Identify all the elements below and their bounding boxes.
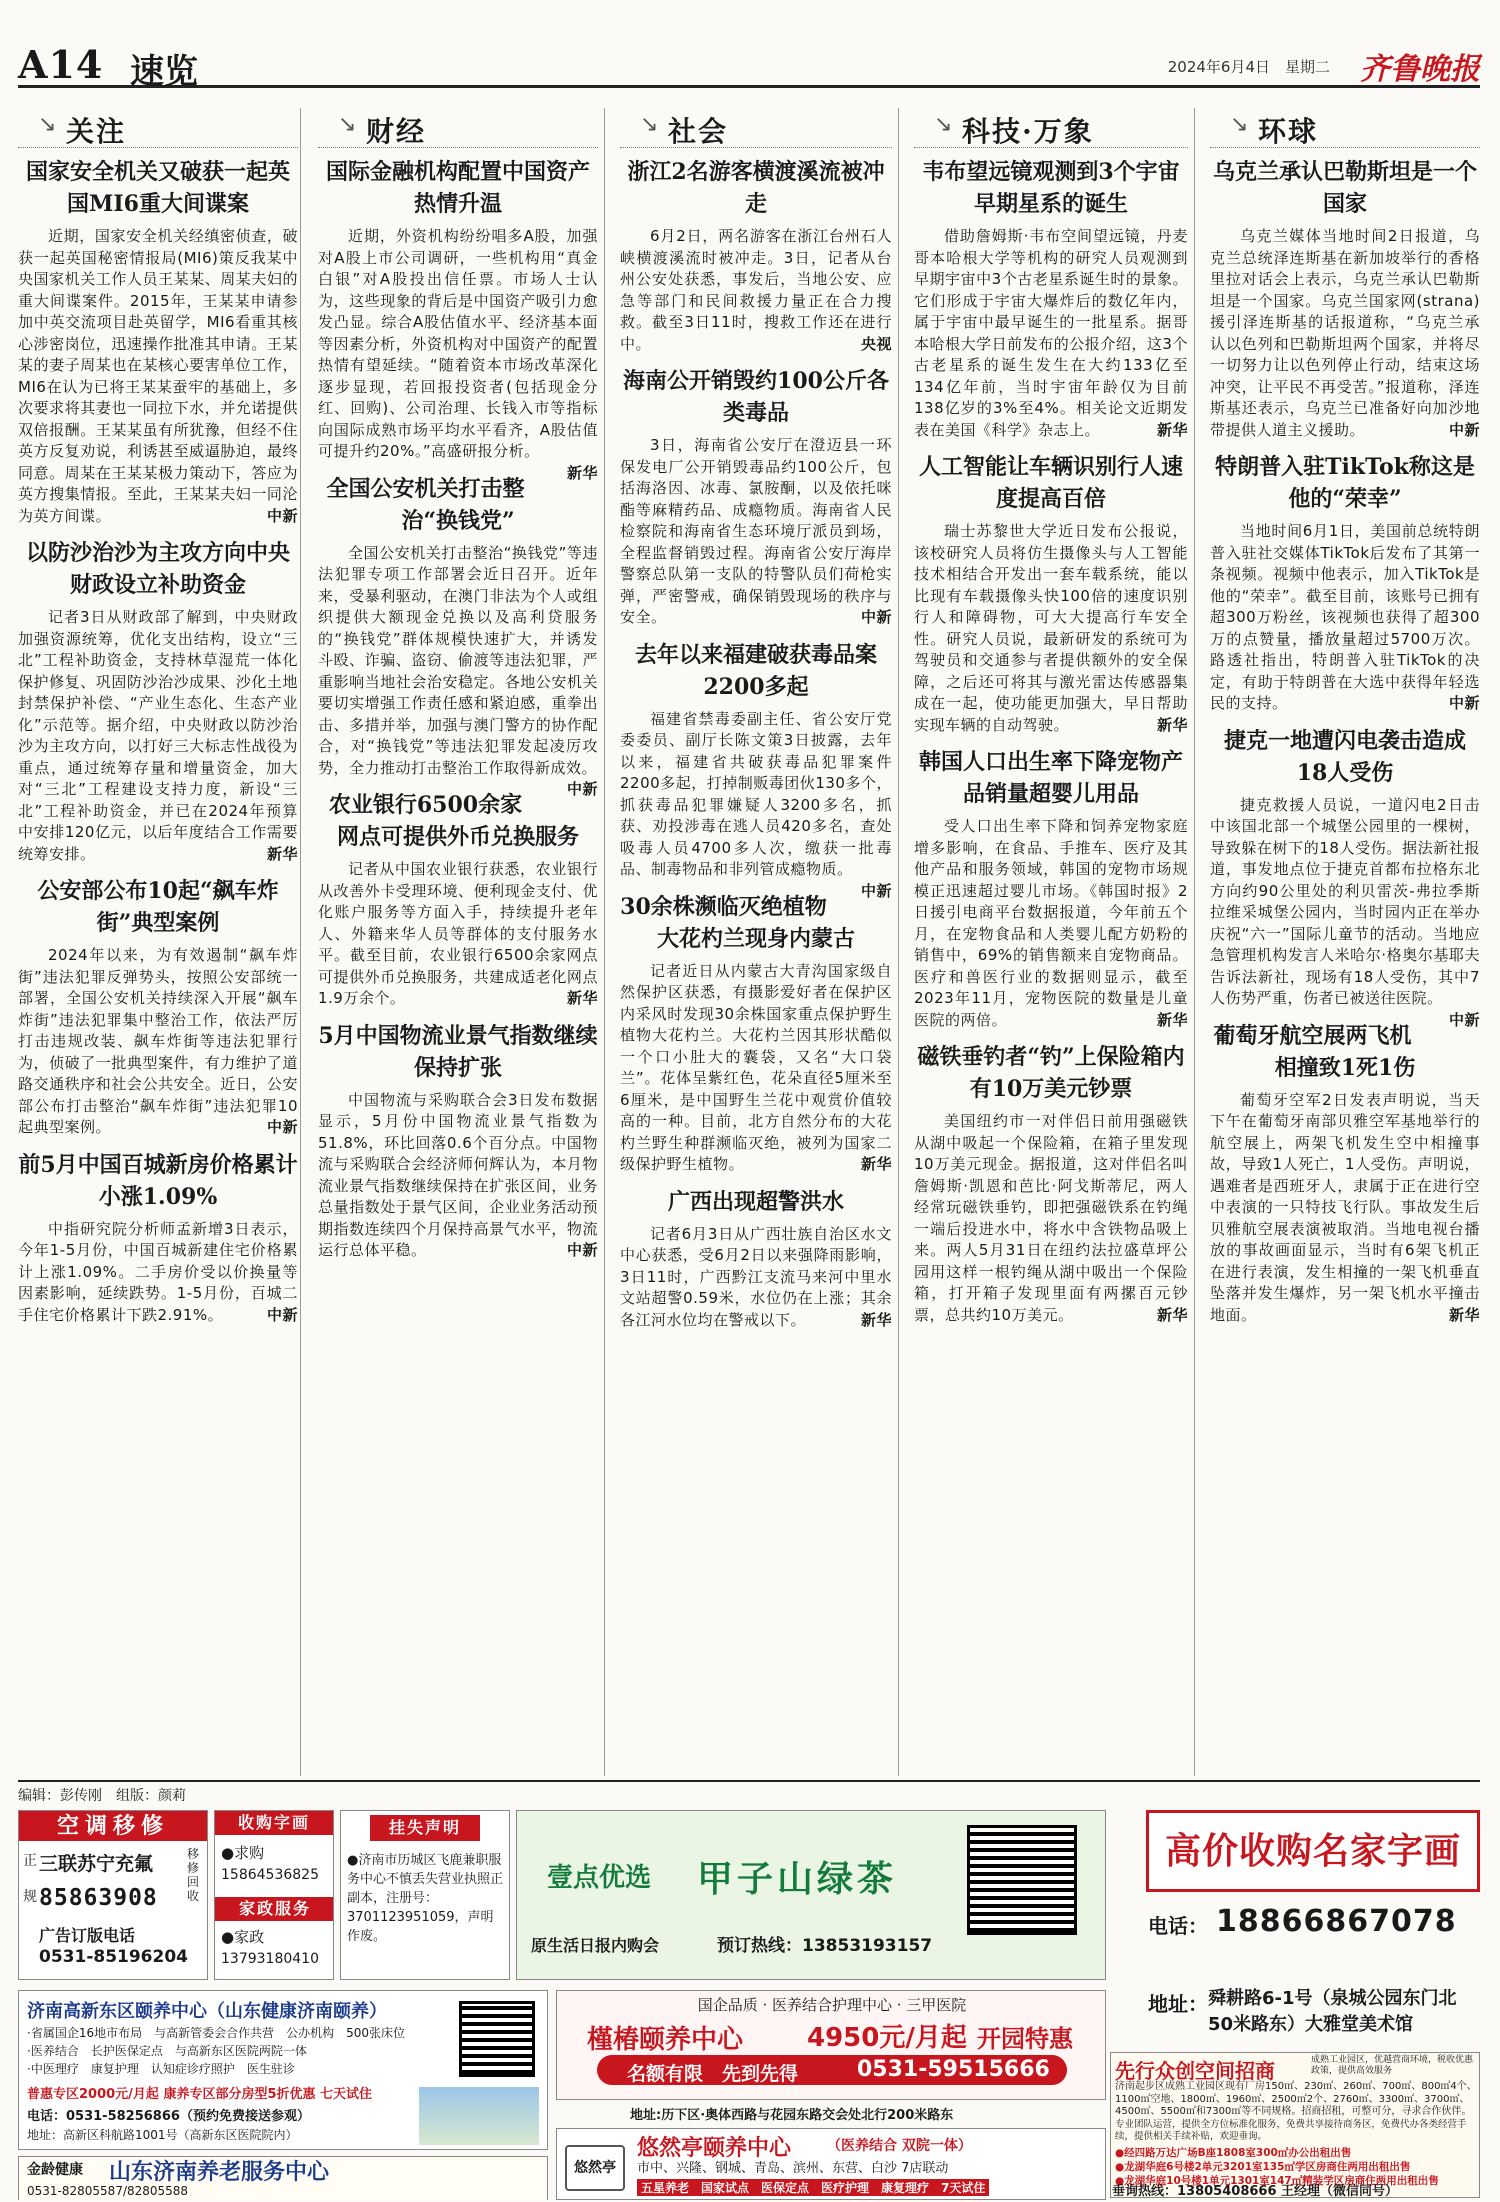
article-source: 中新 — [1448, 694, 1480, 712]
article-title: 农业银行6500余家网点可提供外币兑换服务 — [328, 792, 579, 850]
ad-art-purchase — [1146, 1810, 1480, 1980]
article — [318, 156, 598, 482]
tag-text: 规 — [23, 1889, 37, 1905]
newspaper-logo: 齐鲁晚报 — [1360, 52, 1480, 87]
article-text: 当地时间6月1日，美国前总统特朗普入驻社交媒体TikTok后发布了其第一条视频。视频中他表示，加入TikTok是他的“荣幸”。截至目前，该账号已拥有超300万粉丝，该视频也获得了超300万的点赞量，播放量超过5700万次。路透社指出，特朗普入驻TikTok的决定，有助于特朗普在大选中获得年轻选民的支持。 — [1210, 522, 1480, 712]
ad-nursing4-cities: 市中、兴隆、钢城、青岛、滨州、东营、白沙 7店联动 — [637, 2161, 949, 2176]
ad-nursing1-line: ·医养结合 长护医保定点 与高新东区医院两院一体 — [27, 2044, 307, 2058]
article — [620, 891, 892, 1176]
article-source: 新华 — [566, 989, 598, 1007]
qr-code-icon — [967, 1825, 1077, 1935]
qr-code-icon — [459, 2001, 535, 2077]
article-title: 浙江2名游客横渡溪流被冲走 — [627, 159, 885, 217]
article-source: 新华 — [1156, 715, 1188, 734]
arrow-icon: ↘ — [338, 112, 357, 137]
ad-space-contact: 垂询热线：13805408666 王经理（微信同号） — [1112, 2184, 1399, 2199]
article — [318, 789, 598, 1010]
column-name: 科技·万象 — [962, 115, 1094, 148]
page-header — [18, 40, 1480, 92]
column-name: 环球 — [1258, 115, 1319, 148]
article-text: 中指研究院分析师孟新增3日表示，今年1-5月份，中国百城新建住宅价格累计上涨1.09%。二手房价受以价换量等因素影响，延续跌势。1-5月份，百城二手住宅价格累计下跌2.91%。 — [18, 1219, 298, 1324]
article-title: 海南公开销毁约100公斤各类毒品 — [623, 368, 889, 426]
article-source: 新华 — [1156, 1010, 1188, 1029]
section-title: 速览 — [130, 52, 198, 92]
article-text: 受人口出生率下降和饲养宠物家庭增多影响，在食品、手推车、医疗及其他产品和服务领域，韩国的宠物市场规模正迅速超过婴儿市场。《韩国时报》2日援引电商平台数据报道，今年前五个月，在宠物食品和人类婴儿配方奶粉的销售中，69%的销售额来自宠物商品。医疗和兽医行业的数据则显示，截至2023年11月，宠物医院的数量是儿童医院的两倍。 — [914, 817, 1188, 1029]
column-divider — [300, 108, 301, 1776]
ad-nursing1-title: 济南高新东区颐养中心（山东健康济南颐养） — [27, 2001, 387, 2022]
article-text: 借助詹姆斯·韦布空间望远镜，丹麦哥本哈根大学等机构的研究人员观测到早期宇宙中3个古老星系诞生时的景象。它们形成于宇宙大爆炸后的数亿年内，属于宇宙中最早诞生的一批星系。据哥本哈根大学日前发布的公报介绍，这3个古老星系的诞生发生在大约133亿至134亿年前，当时宇宙年龄仅为目前138亿岁的3%至4%。相关论文近期发表在美国《科学》杂志上。 — [914, 227, 1188, 439]
article-body — [1210, 226, 1480, 441]
ad-nursing3-tel: 0531-82805587/82805588 — [27, 2184, 189, 2198]
article — [914, 1041, 1188, 1326]
ad-aircon-side: 移修回收 — [187, 1847, 200, 1903]
issue-date: 2024年6月4日 星期二 — [1167, 58, 1330, 76]
article-text: 6月2日，两名游客在浙江台州石人峡横渡溪流时被冲走。3日，记者从台州公安处获悉，事发后，当地公安、应急等部门和民间救援力量正在合力搜救。截至3日11时，搜救工作还在进行中。 — [620, 227, 892, 353]
article-title: 捷克一地遭闪电袭击造成18人受伤 — [1223, 727, 1466, 786]
article-source: 中新 — [1448, 1010, 1480, 1029]
article — [1210, 451, 1480, 715]
ad-buy-head: 收购字画 — [215, 1811, 333, 1835]
building-photo — [419, 2087, 539, 2145]
ad-space-body2: 专业团队运营，提供全方位标准化服务，免费共享接待商务区，免费代办各类经营手续，提供相关手续补贴，欢迎垂询。 — [1115, 2119, 1467, 2142]
article-text: 葡萄牙空军2日发表声明说，当天下午在葡萄牙南部贝雅空军基地举行的航空展上，两架飞机发生空中相撞事故，导致1人死亡，1人受伤。声明说，遇难者是西班牙人，隶属于正在进行空中表演的一只特技飞行队。事故发生后贝雅航空展表演被取消。当地电视台播放的事故画面显示，当时有6架飞机正在进行表演，发生相撞的一架飞机垂直坠落并发生爆炸，另一架飞机水平撞击地面。 — [1210, 1090, 1480, 1324]
ad-nursing2-tel: 0531-59515666 — [857, 2057, 1050, 2082]
ad-nursing2-price: 4950元/月起 — [807, 2023, 967, 2053]
ad-art-addr-label: 地址： — [1148, 1992, 1208, 2016]
column-5 — [1210, 100, 1480, 1780]
column-heading — [1210, 100, 1480, 148]
article-title: 前5月中国百城新房价格累计小涨1.09% — [18, 1151, 298, 1210]
ad-housekeeping-item: ●家政 — [221, 1928, 265, 1946]
page-number: A14 — [18, 42, 104, 87]
column-name: 关注 — [66, 115, 127, 148]
ad-space-sub: 成熟工业园区，优越营商环境，税收优惠政策，提供高效服务 — [1311, 2055, 1474, 2076]
article-source: 中新 — [1448, 420, 1480, 439]
article-title: 30余株濒临灭绝植物大花杓兰现身内蒙古 — [620, 893, 855, 952]
column-heading — [620, 100, 892, 148]
article-text: 瑞士苏黎世大学近日发布公报说，该校研究人员将仿生摄像头与人工智能技术相结合开发出一套车载系统，能以比现有车载摄像头快100倍的速度识别行人和障碍物，可大大提高行车安全性。研究人员说，最新研发的系统可为驾驶员和交通参与者提供额外的安全保障，之后还可将其与激光雷达传感器集成在一起，使功能更加强大，早日帮助实现车辆的自动驾驶。 — [914, 522, 1188, 734]
article-body — [18, 1219, 298, 1327]
ad-buy-item: ●求购 — [221, 1844, 265, 1862]
article-source: 新华 — [266, 844, 298, 863]
ad-nursing1-line: ·中医理疗 康复护理 认知症诊疗照护 医生驻诊 — [27, 2062, 295, 2076]
arrow-icon: ↘ — [934, 112, 953, 137]
ad-nursing2-name: 槿椿颐养中心 — [587, 2025, 744, 2055]
column-divider — [1194, 108, 1195, 1776]
column-4 — [914, 100, 1188, 1780]
article-title: 广西出现超警洪水 — [667, 1188, 844, 1215]
article-body — [620, 961, 892, 1176]
article-title: 公安部公布10起“飙车炸街”典型案例 — [37, 878, 279, 936]
ad-art-tel-label: 电话： — [1148, 1914, 1208, 1938]
article — [18, 875, 298, 1139]
ad-art-phone: 18866867078 — [1216, 1904, 1457, 1939]
article-title: 磁铁垂钓者“钓”上保险箱内有10万美元钞票 — [917, 1044, 1185, 1102]
article-body — [1210, 521, 1480, 715]
article — [620, 1186, 892, 1332]
ad-housekeeping-head: 家政服务 — [215, 1897, 334, 1921]
ad-tea-hotline: 预订热线：13853193157 — [717, 1936, 933, 1956]
article-text: 福建省禁毒委副主任、省公安厅党委委员、副厅长陈文策3日披露，去年以来，福建省共破获毒品犯罪案件2200多起，打掉制贩毒团伙130多个，抓获毒品犯罪嫌疑人3200多名，抓获、劝投涉毒在逃人员420多名，查处吸毒人员4700多人次，缴获一批毒品、制毒物品和非列管成瘾物质。 — [620, 709, 892, 878]
ad-tea-title: 壹点优选 — [547, 1863, 652, 1893]
article-text: 捷克救援人员说，一道闪电2日击中该国北部一个城堡公园里的一棵树，导致躲在树下的18人受伤。据法新社报道，事发地点位于捷克首都布拉格东北方向约90公里处的利贝雷茨-弗拉季斯拉维采城堡公园内，当时园内正在举办庆祝“六一”国际儿童节的活动。当地应急管理机构发言人米哈尔·格奥尔基耶夫告诉法新社，现场有18人受伤，其中7人伤势严重，伤者已被送往医院。 — [1210, 795, 1480, 1007]
article — [1210, 1020, 1480, 1327]
ad-aircon-brand: 三联苏宁充氟 — [39, 1853, 154, 1875]
article-title: 国家安全机关又破获一起英国MI6重大间谍案 — [25, 159, 290, 217]
ad-nursing4-tag: （医养结合 双院一体） — [827, 2138, 972, 2154]
ad-startup-space — [1110, 2052, 1480, 2198]
article-title: 国际金融机构配置中国资产热情升温 — [325, 159, 590, 217]
article-text: 全国公安机关打击整治“换钱党”等违法犯罪专项工作部署会近日召开。近年来，受暴利驱动，在澳门非法为个人或组织提供大额现金兑换以及高利贷服务的“换钱党”群体规模快速扩大，并诱发斗殴、诈骗、盗窃、偷渡等违法犯罪，严重影响当地社会治安稳定。各地公安机关要切实增强工作责任感和紧迫感，重拳出击、多措并举，加强与澳门警方的协作配合，对“换钱党”等违法犯罪发起凌厉攻势，全力推动打击整治工作取得新成效。 — [318, 543, 598, 777]
article-title: 去年以来福建破获毒品案2200多起 — [634, 641, 877, 700]
article-body — [18, 607, 298, 865]
ad-nursing-jinchun — [556, 1990, 1106, 2100]
article-body — [914, 521, 1188, 736]
column-name: 财经 — [366, 115, 427, 148]
article-body — [318, 543, 598, 798]
article — [914, 451, 1188, 736]
ad-order-label: 广告订版电话 — [39, 1926, 136, 1945]
article — [318, 473, 598, 798]
article-text: 记者6月3日从广西壮族自治区水文中心获悉，受6月2日以来强降雨影响，3日11时，广西黔江支流马来河中里水文站超警0.59米，水位仍在上涨；其余各江河水位均在警戒以下。 — [620, 1224, 892, 1329]
arrow-icon: ↘ — [1230, 112, 1249, 137]
ad-art-address: 舜耕路6-1号（泉城公园东门北50米路东）大雅堂美术馆 — [1208, 1988, 1457, 2035]
ad-space-head: 先行众创空间招商 — [1115, 2059, 1275, 2083]
column-1 — [18, 100, 298, 1780]
article — [18, 537, 298, 865]
article-source: 新华 — [1156, 420, 1188, 439]
article-body — [620, 709, 892, 900]
article — [620, 156, 892, 355]
ad-jinan-elder-center — [18, 2156, 548, 2200]
ad-tea-sub: 原生活日报内购会 — [531, 1936, 660, 1955]
article-body — [318, 859, 598, 1010]
article-text: 中国物流与采购联合会3日发布数据显示，5月份中国物流业景气指数为51.8%，环比回落0.6个百分点。中国物流与采购联合会经济师何辉认为，本月物流业景气指数继续保持在扩张区间，业务总量指数处于景气区间，企业业务活动预期指数连续四个月保持高景气水平，物流运行总体平稳。 — [318, 1090, 598, 1259]
article-text: 美国纽约市一对伴侣日前用强磁铁从湖中吸起一个保险箱，在箱子里发现10万美元现金。据报道，这对伴侣名叫詹姆斯·凯恩和芭比·阿戈斯蒂尼，两人经常玩磁铁垂钓，即把强磁铁系在钓绳一端后投进水中，将水中含铁物品吸上来。两人5月31日在纽约法拉盛草坪公园用这样一根钓绳从湖中吸出一个保险箱，打开箱子发现里面有两摞百元钞票，总共约10万美元。 — [914, 1112, 1188, 1324]
column-3 — [620, 100, 892, 1780]
ad-buy-phone: 15864536825 — [221, 1867, 319, 1883]
ad-notice-head: 挂失声明 — [370, 1815, 480, 1841]
ad-housekeeping-phone: 13793180410 — [221, 1951, 319, 1967]
article — [1210, 725, 1480, 1029]
article-source: 中新 — [266, 1305, 298, 1324]
ad-nursing1-line: ·省属国企16地市布局 与高新管委会合作共营 公办机构 500张床位 — [27, 2026, 405, 2040]
column-2 — [318, 100, 598, 1780]
article-text: 近期，外资机构纷纷唱多A股，加强对A股上市公司调研，一些机构用“真金白银”对A股投出信任票。市场人士认为，这些现象的背后是中国资产吸引力愈发凸显。综合A股估值水平、经济基本面等因素分析，外资机构对中国资产的配置热情有望延续。“随着资本市场改革深化逐步显现，若回报投资者(包括现金分红、回购)、公司治理、长钱入市等指标向国际成熟市场平均水平看齐，A股估值可提升约20%。”高盛研报分析。 — [318, 227, 598, 460]
article-title: 人工智能让车辆识别行人速度提高百倍 — [918, 454, 1183, 512]
article — [620, 365, 892, 629]
ad-aircon — [18, 1810, 208, 1980]
article-body — [914, 226, 1188, 441]
article-body — [1210, 1090, 1480, 1327]
article-body — [1210, 795, 1480, 1029]
article-source: 中新 — [266, 506, 298, 525]
column-heading — [914, 100, 1188, 148]
ad-space-body: 济南起步区成熟工业园区现有厂房150㎡、230㎡、260㎡、700㎡、800㎡4个、1100㎡空地、1800㎡、1960㎡、2500㎡2个、2760㎡、3300㎡、3700㎡、4500㎡、5500㎡和7300㎡等不同规格。招商招租，可整可分，寻求合作伙伴。 — [1115, 2081, 1477, 2117]
article-body — [620, 226, 892, 355]
article — [1210, 156, 1480, 441]
ad-nursing4-logo: 悠然亭 — [565, 2145, 625, 2191]
ad-nursing2-quota: 名额有限 先到先得 — [627, 2063, 799, 2085]
ad-green-tea — [516, 1810, 1106, 1980]
ad-space-item: ●龙湖华庭10号楼1单元1301室147㎡精装学区房商住两用出租出售 — [1115, 2175, 1439, 2187]
article-body — [318, 1090, 598, 1262]
ad-nursing-gaoxin — [18, 1990, 548, 2150]
ad-youranting — [556, 2128, 1106, 2200]
article-source: 中新 — [566, 780, 598, 798]
ad-nursing1-addr: 地址：高新区科航路1001号（高新东区医院院内） — [27, 2128, 298, 2142]
ad-notice-body: ●济南市历城区飞鹿兼职服务中心不慎丢失营业执照正副本，注册号：370112395105​9，声明作废。 — [347, 1853, 504, 1944]
article-text: 3日，海南省公安厅在澄迈县一环保发电厂公开销毁毒品约100公斤，包括海洛因、冰毒、氯胺酮，以及依托咪酯等麻精药品、成瘾物质。海南省人民检察院和海南省生态环境厅派员到场，全程监督销毁过程。海南省公安厅海岸警察总队第一支队的特警队员们荷枪实弹，严密警戒，确保销毁现场的秩序与安全。 — [620, 436, 892, 626]
article-text: 乌克兰媒体当地时间2日报道，乌克兰总统泽连斯基在新加坡举行的香格里拉对话会上表示，乌克兰承认巴勒斯坦是一个国家。乌克兰国家网(strana)援引泽连斯基的话报道称，“乌克兰承认以色列和巴勒斯坦两个国家，并将尽一切努力让以色列停止行动，结束这场冲突，让平民不再受苦。”报道称，泽连斯基还表示，乌克兰已准备好向加沙地带提供人道主义援助。 — [1210, 227, 1480, 439]
article-body — [18, 226, 298, 527]
article-title: 葡萄牙航空展两飞机相撞致1死1伤 — [1213, 1022, 1416, 1081]
ad-nursing3-brand: 金龄健康 — [27, 2162, 83, 2178]
article-title: 韩国人口出生率下降宠物产品销量超婴儿用品 — [918, 749, 1183, 807]
article-body — [318, 226, 598, 482]
ad-nursing4-name: 悠然亭颐养中心 — [637, 2135, 792, 2161]
arrow-icon: ↘ — [38, 112, 57, 137]
article-body — [18, 945, 298, 1139]
article-title: 乌克兰承认巴勒斯坦是一个国家 — [1212, 159, 1477, 217]
ad-aircon-phone: 85863908 — [39, 1885, 158, 1911]
article-source: 新华 — [1156, 1305, 1188, 1324]
article-body — [620, 1224, 892, 1332]
column-divider — [604, 108, 605, 1776]
ad-space-item: ●经四路万达广场B座1808室300㎡办公出租出售 — [1115, 2147, 1352, 2159]
article-source: 中新 — [860, 608, 892, 626]
article-title: 全国公安机关打击整治“换钱党” — [326, 475, 525, 534]
article-title: 5月中国物流业景气指数继续保持扩张 — [318, 1022, 598, 1081]
article — [318, 1020, 598, 1262]
ad-order-phone: 0531-85196204 — [39, 1947, 188, 1967]
article-source: 新华 — [860, 1310, 892, 1329]
ad-nursing1-tel: 电话：0531-58256866（预约免费接送参观） — [27, 2109, 310, 2124]
article-source: 央视 — [860, 334, 892, 353]
article-text: 2024年以来，为有效遏制“飙车炸街”违法犯罪反弹势头，按照公安部统一部署，全国公安机关持续深入开展“飙车炸街”违法犯罪集中整治工作，依法严厉打击违规改装、飙车炸街等违法犯罪行为，侦破了一批典型案件，有力维护了道路交通秩序和社会公共安全。近日，公安部公布打击整治“飙车炸街”违法犯罪10起典型案例。 — [18, 946, 298, 1136]
article-body — [620, 435, 892, 629]
column-name: 社会 — [668, 115, 729, 148]
article-title: 以防沙治沙为主攻方向中央财政设立补助资金 — [25, 540, 290, 598]
article-source: 中新 — [860, 881, 892, 900]
ad-nursing4-features: 五星养老 国家试点 医保定点 医疗护理 康复理疗 7天试住 — [637, 2179, 989, 2196]
article-source: 新华 — [566, 463, 598, 482]
column-heading — [18, 100, 298, 148]
ad-nursing2-addr: 地址:历下区·奥体西路与花园东路交会处北行200米路东 — [630, 2108, 954, 2123]
article-source: 新华 — [860, 1155, 892, 1173]
column-heading — [318, 100, 598, 148]
ad-space-item: ●龙湖华庭6号楼2单元3201室135㎡学区房商住两用出租出售 — [1115, 2161, 1411, 2173]
article-title: 特朗普入驻TikTok称这是他的“荣幸” — [1215, 454, 1475, 512]
column-divider — [898, 108, 899, 1776]
article — [914, 156, 1188, 441]
article-source: 新华 — [1448, 1305, 1480, 1324]
article — [18, 1149, 298, 1327]
ad-tea-brand: 甲子山绿茶 — [697, 1858, 898, 1900]
arrow-icon: ↘ — [640, 112, 659, 137]
ad-buy-calligraphy — [214, 1810, 334, 1980]
ad-loss-notice — [340, 1810, 510, 1980]
ad-nursing1-price: 普惠专区2000元/月起 康养专区部分房型5折优惠 七天试住 — [27, 2087, 373, 2102]
editor-credits — [18, 1780, 1480, 1802]
article-text: 近期，国家安全机关经缜密侦查，破获一起英国秘密情报局(MI6)策反我某中央国家机关工作人员王某某、周某夫妇的重大间谍案件。2015年，王某某申请参加中英交流项目赴英留学，MI6看重其核心涉密岗位，迅速操作批准其申请。王某某的妻子周某也在某核心要害单位工作，MI6在认为已将王某某蚕牢的基础上，多次要求将其妻也一同拉下水，并允诺提供双倍报酬。王某某虽有所犹豫，但经不住英方反复劝说，利诱甚至威逼胁迫，最终同意。周某在王某某极力策动下，答应为英方搜集情报。至此，王某某夫妇一同沦为英方间谍。 — [18, 227, 298, 525]
ad-art-head: 高价收购名家字画 — [1146, 1810, 1480, 1892]
tag-text: 正 — [23, 1853, 37, 1869]
ad-nursing2-open: 开园特惠 — [977, 2024, 1073, 2053]
ad-nursing2-top: 国企品质 · 医养结合护理中心 · 三甲医院 — [697, 1996, 967, 2014]
article-text: 记者从中国农业银行获悉，农业银行从改善外卡受理环境、便利现金支付、优化账户服务等方面入手，持续提升老年人、外籍来华人员等群体的支付服务水平。截至目前，农业银行6500余家网点可提供外币兑换服务，共建成适老化网点1.9万余个。 — [318, 860, 598, 1007]
article-text: 记者3日从财政部了解到，中央财政加强资源统筹，优化支出结构，设立“三北”工程补助资金，支持林草湿荒一体化保护修复、巩固防沙治沙成果、沙化土地封禁保护补偿、“产业生态化、生态产业化”示范等。据介绍，中央财政以防沙治沙为主攻方向，以打好三大标志性战役为重点，通过统筹存量和增量资金，加大对“三北”工程建设支持力度，新设“三北”工程补助资金，并已在2024年预算中安排120亿元，以后年度结合工作需要统筹安排。 — [18, 608, 298, 863]
ad-nursing3-title: 山东济南养老服务中心 — [109, 2159, 330, 2185]
editor-text: 编辑：彭传刚 组版：颜莉 — [18, 1788, 186, 1804]
article-text: 记者近日从内蒙古大青沟国家级自然保护区获悉，有摄影爱好者在保护区内采风时发现30余株国家重点保护野生植物大花杓兰。大花杓兰因其形状酷似一个口小肚大的囊袋，又名“大口袋兰”。花体呈紫红色，花朵直径5厘米至6厘米，是中国野生兰花中观赏价值较高的一种。目前，北方自然分布的大花杓兰野生种群濒临灭绝，被列为国家二级保护野生植物。 — [620, 961, 892, 1173]
article-body — [914, 1111, 1188, 1326]
article-source: 中新 — [566, 1241, 598, 1259]
article — [620, 639, 892, 900]
ad-aircon-head: 空调移修 — [19, 1811, 207, 1841]
article — [18, 156, 298, 527]
article — [914, 746, 1188, 1031]
article-source: 中新 — [266, 1118, 298, 1136]
article-body — [914, 816, 1188, 1031]
article-title: 韦布望远镜观测到3个宇宙早期星系的诞生 — [922, 159, 1180, 217]
